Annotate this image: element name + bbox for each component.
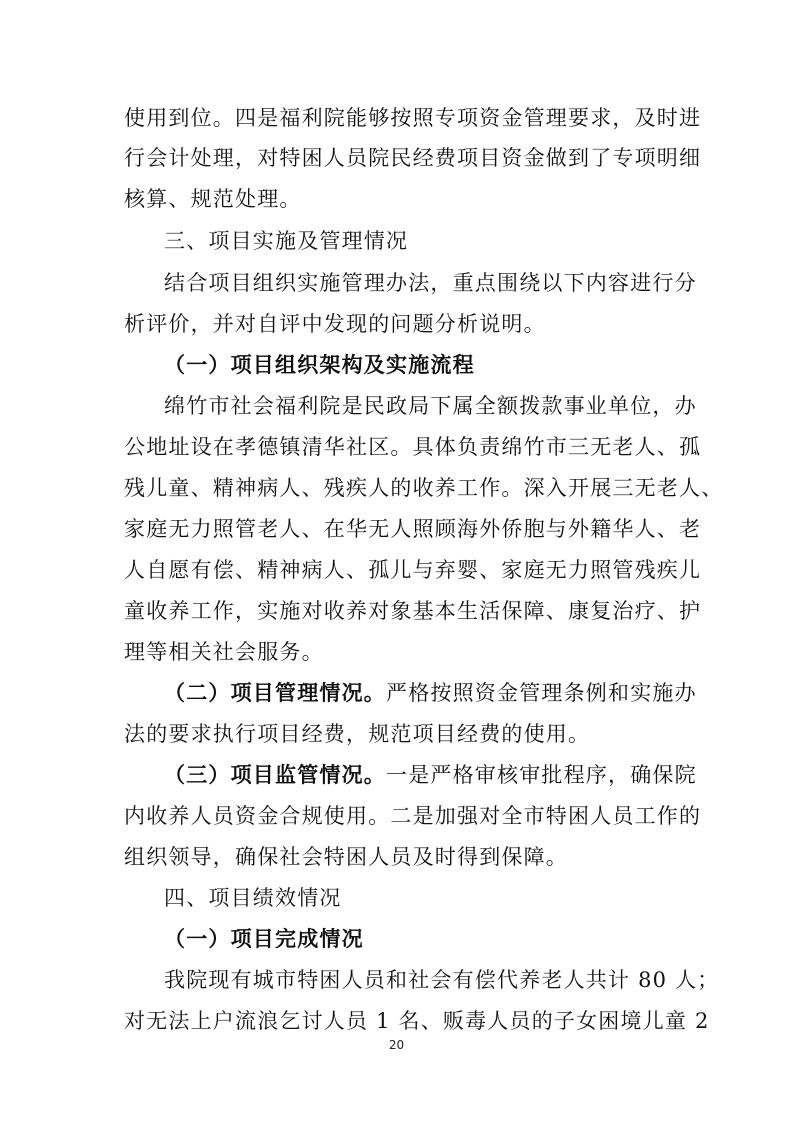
section-heading-3: 三、项目实施及管理情况 bbox=[164, 229, 409, 253]
paragraph-line bbox=[164, 760, 697, 790]
paragraph-line: 结合项目组织实施管理办法，重点围绕以下内容进行分 bbox=[164, 271, 697, 295]
paragraph-line: 家庭无力照管老人、在华无人照顾海外侨胞与外籍华人、老 bbox=[124, 517, 702, 541]
paragraph-line: 对无法上户流浪乞讨人员 1 名、贩毒人员的子女困境儿童 2 bbox=[124, 1009, 710, 1033]
paragraph-line: 理等相关社会服务。 bbox=[124, 640, 324, 664]
section-heading-4: 四、项目绩效情况 bbox=[164, 886, 342, 910]
supervision-lead: （三）项目监管情况。 bbox=[164, 763, 386, 787]
paragraph-line: 残儿童、精神病人、残疾人的收养工作。深入开展三无老人、 bbox=[124, 476, 724, 500]
paragraph-line: 法的要求执行项目经费，规范项目经费的使用。 bbox=[124, 722, 591, 746]
management-lead: （二）项目管理情况。 bbox=[164, 681, 386, 705]
paragraph-line: 内收养人员资金合规使用。二是加强对全市特困人员工作的 bbox=[124, 804, 702, 828]
paragraph-line: 我院现有城市特困人员和社会有偿代养老人共计 80 人； bbox=[164, 968, 720, 992]
paragraph-line: 析评价，并对自评中发现的问题分析说明。 bbox=[124, 312, 546, 336]
paragraph-line: 公地址设在孝德镇清华社区。具体负责绵竹市三无老人、孤 bbox=[124, 435, 702, 459]
subheading-completion: （一）项目完成情况 bbox=[164, 927, 364, 951]
paragraph-line: 核算、规范处理。 bbox=[124, 187, 302, 211]
page-number: 20 bbox=[388, 1038, 405, 1052]
paragraph-line: 组织领导，确保社会特困人员及时得到保障。 bbox=[124, 845, 568, 869]
subheading-organization: （一）项目组织架构及实施流程 bbox=[164, 353, 475, 377]
paragraph-line: 绵竹市社会福利院是民政局下属全额拨款事业单位，办 bbox=[164, 394, 697, 418]
paragraph-line: 人自愿有偿、精神病人、孤儿与弃婴、家庭无力照管残疾儿 bbox=[124, 558, 702, 582]
paragraph-line bbox=[164, 678, 697, 708]
paragraph-text: 一是严格审核审批程序，确保院 bbox=[386, 763, 697, 787]
paragraph-text: 严格按照资金管理条例和实施办 bbox=[386, 681, 697, 705]
paragraph-line: 童收养工作，实施对收养对象基本生活保障、康复治疗、护 bbox=[124, 599, 702, 623]
paragraph-line: 使用到位。四是福利院能够按照专项资金管理要求，及时进 bbox=[124, 106, 702, 130]
paragraph-line: 行会计处理，对特困人员院民经费项目资金做到了专项明细 bbox=[124, 146, 702, 170]
